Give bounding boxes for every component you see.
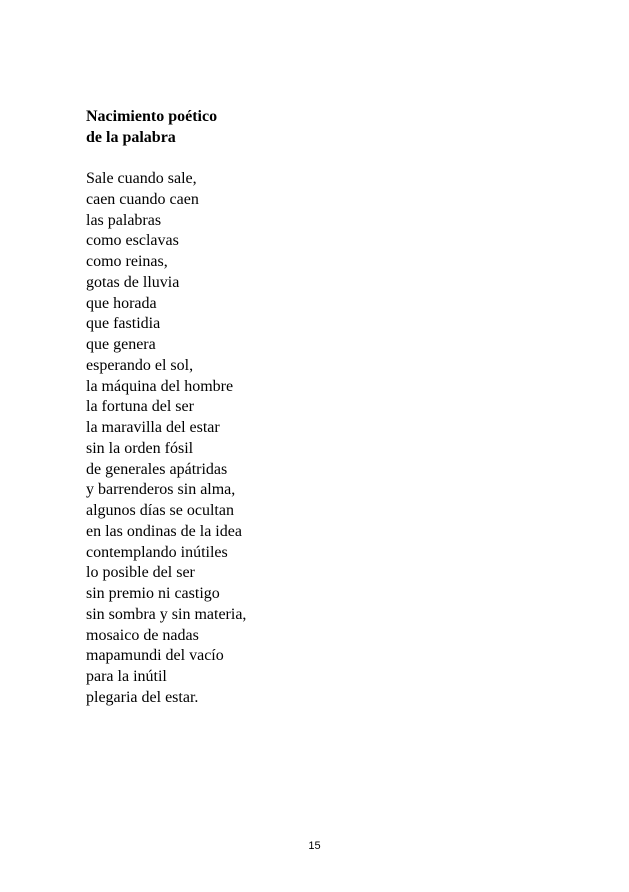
poem-line: esperando el sol, [86, 356, 194, 374]
poem-line: lo posible del ser [86, 564, 195, 582]
poem-line: en las ondinas de la idea [86, 522, 242, 540]
page-number: 15 [308, 840, 321, 852]
poem-title-line-2: de la palabra [86, 129, 176, 146]
poem-title-line-1: Nacimiento poético [86, 108, 218, 125]
poem-line: de generales apátridas [86, 460, 228, 478]
poem-line: la maravilla del estar [86, 419, 220, 436]
poem-line: las palabras [86, 211, 162, 229]
poem-line: como reinas, [86, 253, 168, 270]
poem-line: mosaico de nadas [86, 626, 199, 644]
poem-line: sin la orden fósil [86, 439, 194, 457]
poem-title [86, 106, 217, 148]
poem-line: caen cuando caen [86, 190, 199, 208]
poem-line: gotas de lluvia [86, 273, 180, 291]
poem-line: sin premio ni castigo [86, 585, 220, 602]
poem-line: que fastidia [86, 315, 161, 333]
poem-line: la máquina del hombre [86, 377, 234, 395]
poem-line: la fortuna del ser [86, 398, 194, 416]
poem-line: que horada [86, 294, 157, 312]
poem-line: como esclavas [86, 232, 179, 250]
poem-line: y barrenderos sin alma, [86, 481, 236, 499]
poem-line: Sale cuando sale, [86, 170, 197, 187]
poem-line: mapamundi del vacío [86, 647, 224, 665]
poem-line: que genera [86, 336, 156, 353]
poem-line: algunos días se ocultan [86, 502, 234, 519]
poem-line: sin sombra y sin materia, [86, 605, 247, 623]
poem-line: contemplando inútiles [86, 543, 228, 561]
poem-line: plegaria del estar. [86, 688, 199, 706]
poem-line: para la inútil [86, 668, 167, 685]
poem-body [86, 169, 246, 709]
